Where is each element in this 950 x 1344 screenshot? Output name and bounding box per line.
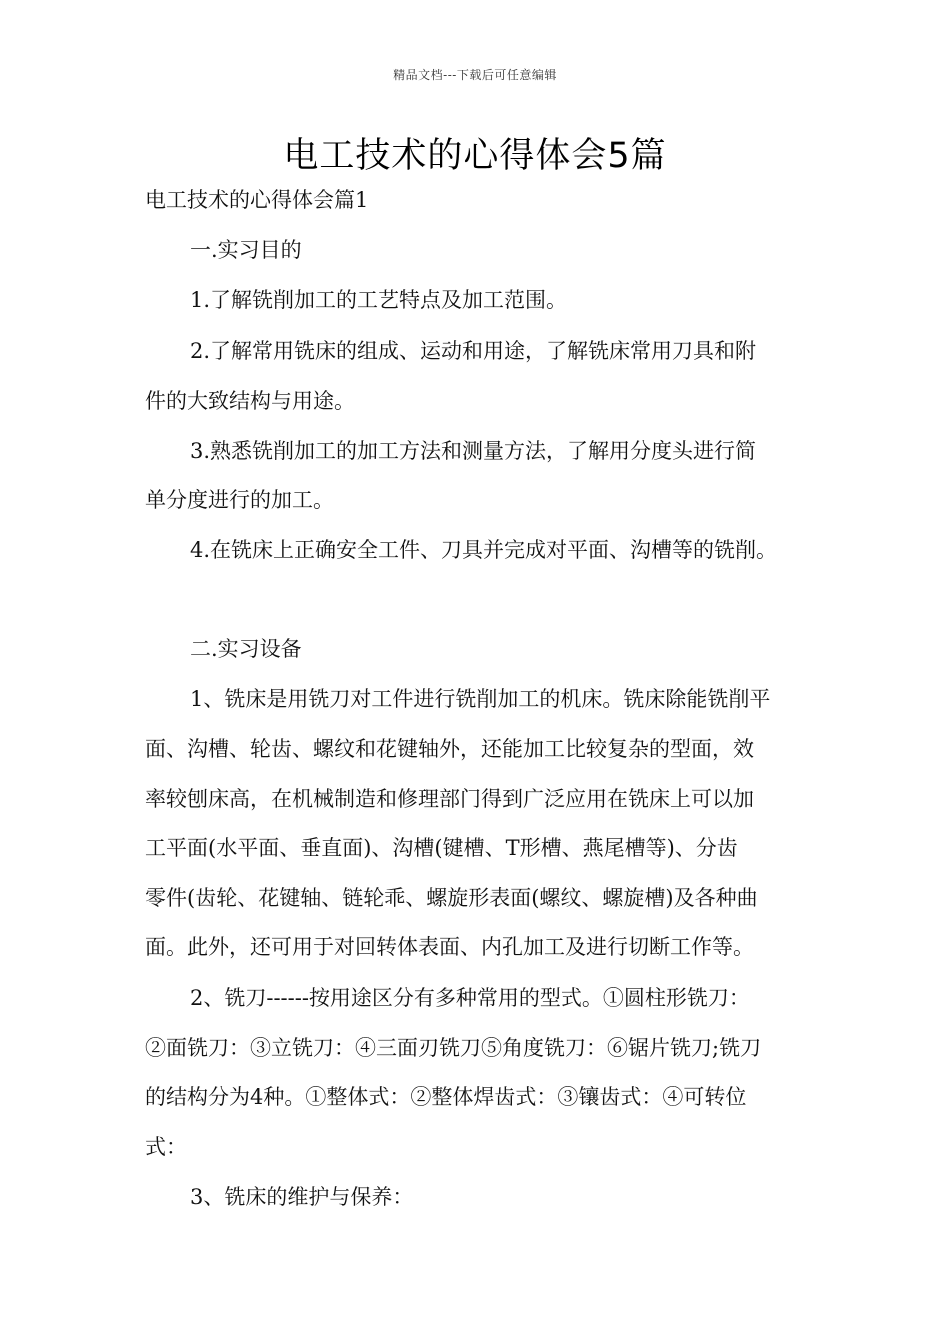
- paragraph-line: 单分度进行的加工。: [145, 488, 334, 512]
- paragraph-line: ②面铣刀：③立铣刀：④三面刃铣刀⑤角度铣刀：⑥锯片铣刀;铣刀: [145, 1036, 762, 1060]
- paragraph-line: 1.了解铣削加工的工艺特点及加工范围。: [190, 288, 568, 312]
- paragraph-line: 零件(齿轮、花键轴、链轮乖、螺旋形表面(螺纹、螺旋槽)及各种曲: [145, 886, 758, 910]
- paragraph-line: 2.了解常用铣床的组成、运动和用途，了解铣床常用刀具和附: [190, 339, 757, 363]
- paragraph-line: 面。此外，还可用于对回转体表面、内孔加工及进行切断工作等。: [145, 935, 754, 959]
- paragraph-line: 1、铣床是用铣刀对工件进行铣削加工的机床。铣床除能铣削平: [190, 687, 771, 711]
- section-heading: 电工技术的心得体会篇1: [145, 188, 369, 212]
- paragraph-line: 3.熟悉铣削加工的加工方法和测量方法，了解用分度头进行简: [190, 439, 757, 463]
- subheading-objectives: 一.实习目的: [190, 238, 302, 262]
- paragraph-line: 3、铣床的维护与保养：: [190, 1185, 414, 1209]
- paragraph-line: 件的大致结构与用途。: [145, 389, 355, 413]
- paragraph-line: 4.在铣床上正确安全工件、刀具并完成对平面、沟槽等的铣削。: [190, 538, 778, 562]
- paragraph-line: 工平面(水平面、垂直面)、沟槽(键槽、T形槽、燕尾槽等)、分齿: [145, 836, 738, 860]
- paragraph-line: 式：: [145, 1135, 187, 1159]
- paragraph-line: 率较刨床高，在机械制造和修理部门得到广泛应用在铣床上可以加: [145, 787, 754, 811]
- paragraph-line: 2、铣刀------按用途区分有多种常用的型式。①圆柱形铣刀：: [190, 986, 750, 1010]
- paragraph-line: 的结构分为4种。①整体式：②整体焊齿式：③镶齿式：④可转位: [145, 1085, 747, 1109]
- page-header: 精品文档---下载后可任意编辑: [393, 68, 557, 82]
- document-title: 电工技术的心得体会5篇: [283, 136, 667, 176]
- subheading-equipment: 二.实习设备: [190, 637, 302, 661]
- paragraph-line: 面、沟槽、轮齿、螺纹和花键轴外，还能加工比较复杂的型面，效: [145, 737, 754, 761]
